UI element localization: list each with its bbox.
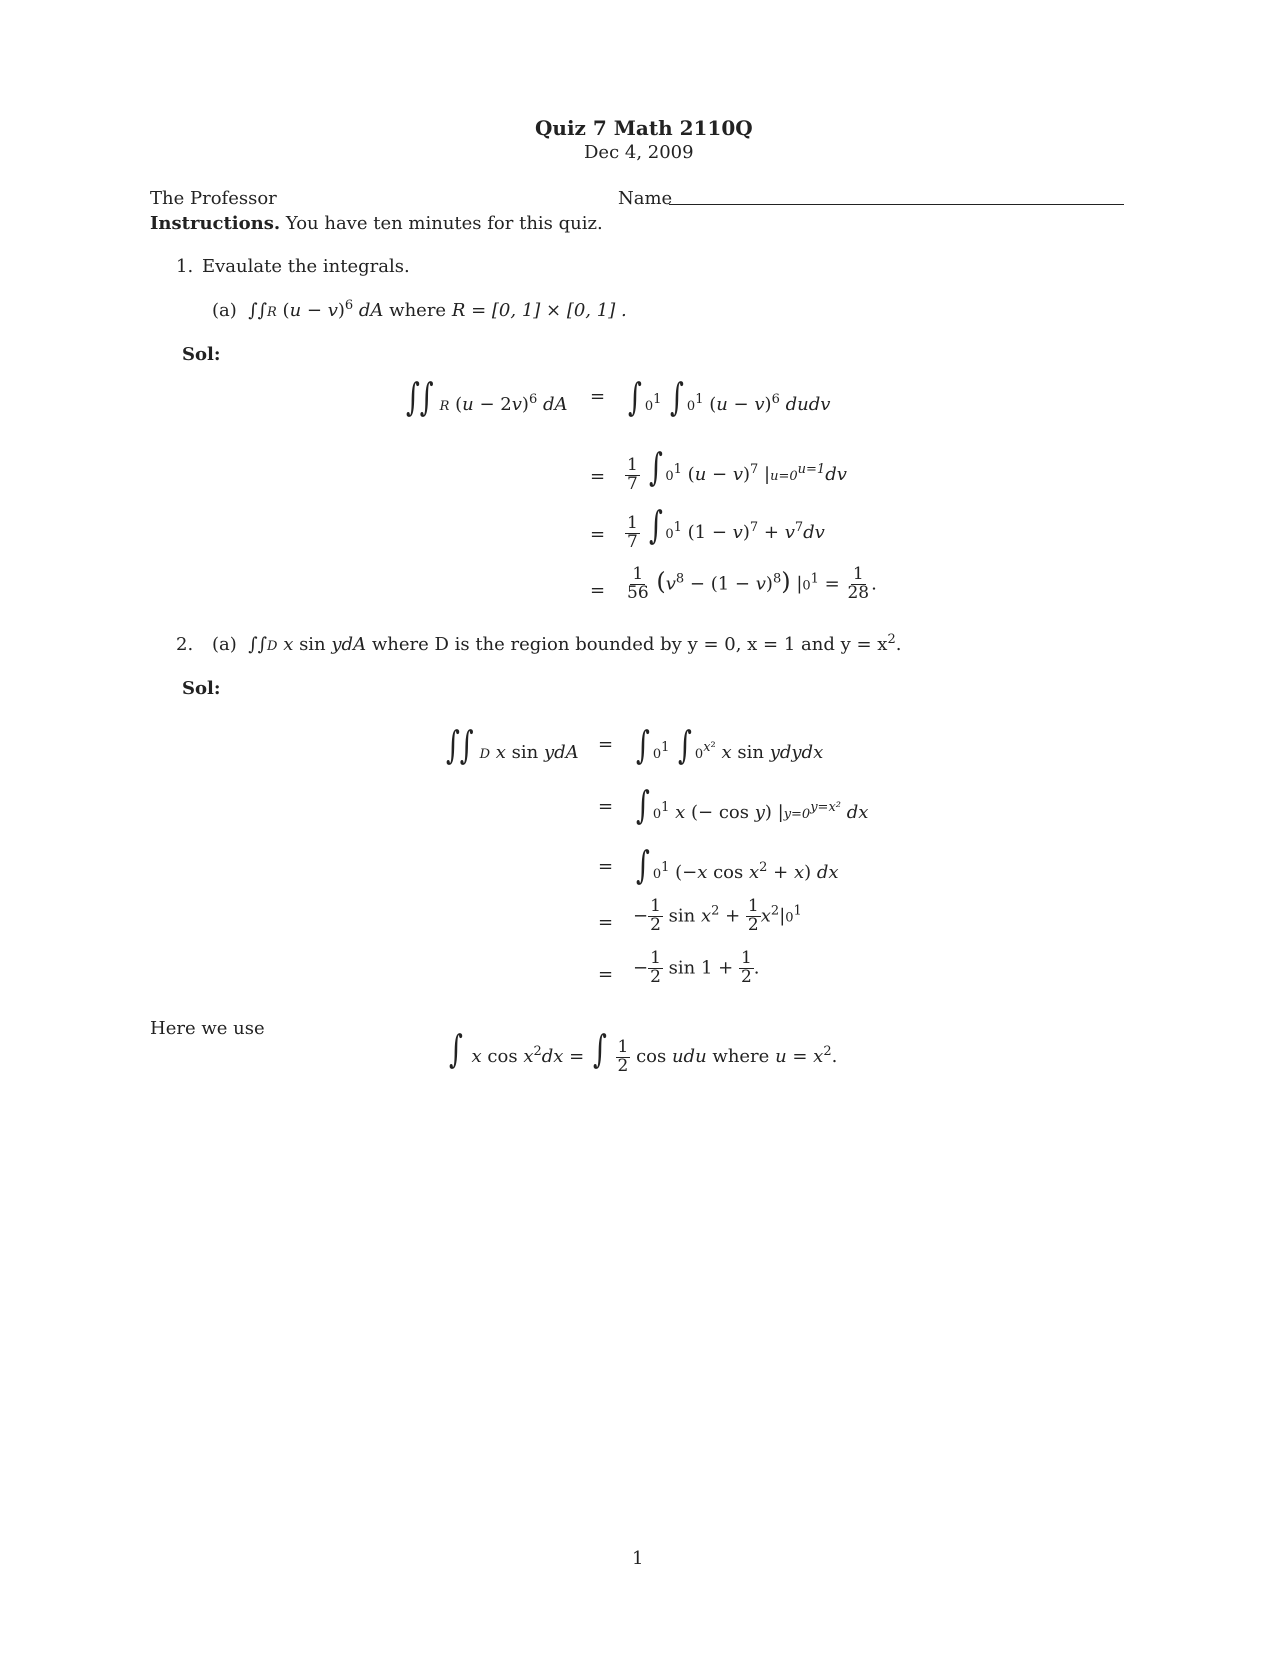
instructions-label: Instructions. — [150, 213, 281, 234]
problem-2-number: 2. — [176, 634, 194, 655]
p2-eq4-rhs: − $\frac{1}{2}$ $\sin x^2$ + $\frac{1}{2}$ $x^2|0^1$ — [633, 896, 802, 935]
p2-eq5-sign: = — [598, 964, 614, 985]
problem-2-sol-label: Sol: — [182, 678, 221, 699]
p1-eq1-rhs: ∫ $0^1$ ∫ $0^1$ $(u - v)^6$ dudv — [627, 375, 831, 419]
problem-1a-integral: ∫∫R $(u - v)^6$ dA — [248, 298, 384, 321]
p2-eq3-rhs: ∫ $0^1$ (−x $\cos x^2 + x$) dx — [635, 843, 839, 887]
p1-eq3-sign: = — [590, 524, 606, 545]
p1-eq1-lhs: ∫∫ R $(u - 2v)^6$ dA — [405, 375, 568, 419]
p2-eq1-sign: = — [598, 734, 614, 755]
problem-1a-region: R = [0, 1] × [0, 1] . — [451, 300, 627, 321]
name-label: Name — [618, 188, 673, 209]
p1-eq4-sign: = — [590, 580, 606, 601]
name-line — [669, 204, 1124, 205]
problem-2a-text: where D is the region bounded by y = 0, x = 1 and y = x — [371, 634, 888, 655]
professor-label: The Professor — [150, 188, 277, 209]
p2-eq2-sign: = — [598, 796, 614, 817]
p2-eq2-rhs: ∫ $0^1$ x (− cos y) $|y=0^{y=x^2}$ dx — [635, 783, 869, 827]
problem-1-sol-label: Sol: — [182, 344, 221, 365]
p2-eq4-sign: = — [598, 912, 614, 933]
p2-eq1-rhs: ∫ $0^1$ ∫ $0^{x^2}$ x sin ydydx — [635, 723, 824, 767]
problem-1a-where: where — [389, 300, 447, 321]
p1-eq3-rhs: $\frac{1}{7}$ ∫ $0^1$ $(1 - v)^7 + v^7dv$ — [627, 503, 825, 552]
p2-eq1-lhs: ∫∫ D x sin ydA — [445, 723, 579, 767]
note-label: Here we use — [150, 1018, 265, 1039]
note-equation: ∫ x $\cos x^2dx$ = ∫ $\frac{1}{2}$ cos udu where $u = x^2$. — [448, 1027, 838, 1076]
p1-eq2-sign: = — [590, 466, 606, 487]
note-substitution: u = x — [775, 1046, 824, 1067]
problem-2a-integral: ∫∫D x sin ydA — [248, 634, 367, 655]
page-title: Quiz 7 Math 2110Q — [535, 116, 753, 140]
note-where: where — [712, 1046, 770, 1067]
problem-1-prompt: Evaulate the integrals. — [202, 256, 410, 277]
quiz-date: Dec 4, 2009 — [584, 142, 694, 163]
p2-eq3-sign: = — [598, 856, 614, 877]
p1-eq1-sign: = — [590, 386, 606, 407]
problem-1-number: 1. — [176, 256, 194, 277]
p1-eq2-rhs: $\frac{1}{7}$ ∫ $0^1$ $(u - v)^7$ $|u=0^{u=1}dv$ — [627, 445, 847, 494]
instructions-text: You have ten minutes for this quiz. — [285, 213, 603, 234]
p1-eq4-rhs: $\frac{1}{56}$ $(v^8 - (1 - v)^8) |0^1$ = $\frac{1}{28}$ . — [627, 564, 877, 603]
page-number: 1 — [632, 1548, 644, 1569]
problem-1a — [212, 300, 627, 322]
problem-2a: (a) ∫∫D x sin ydA where D is the region bounded by y = 0, x = 1 and $y = x^2$. — [212, 632, 902, 655]
problem-2a-label: (a) — [212, 634, 237, 655]
p2-eq5-rhs: − $\frac{1}{2}$ sin 1 + $\frac{1}{2}$ . — [633, 948, 760, 987]
instructions — [150, 213, 603, 235]
problem-1a-label: (a) — [212, 300, 237, 321]
